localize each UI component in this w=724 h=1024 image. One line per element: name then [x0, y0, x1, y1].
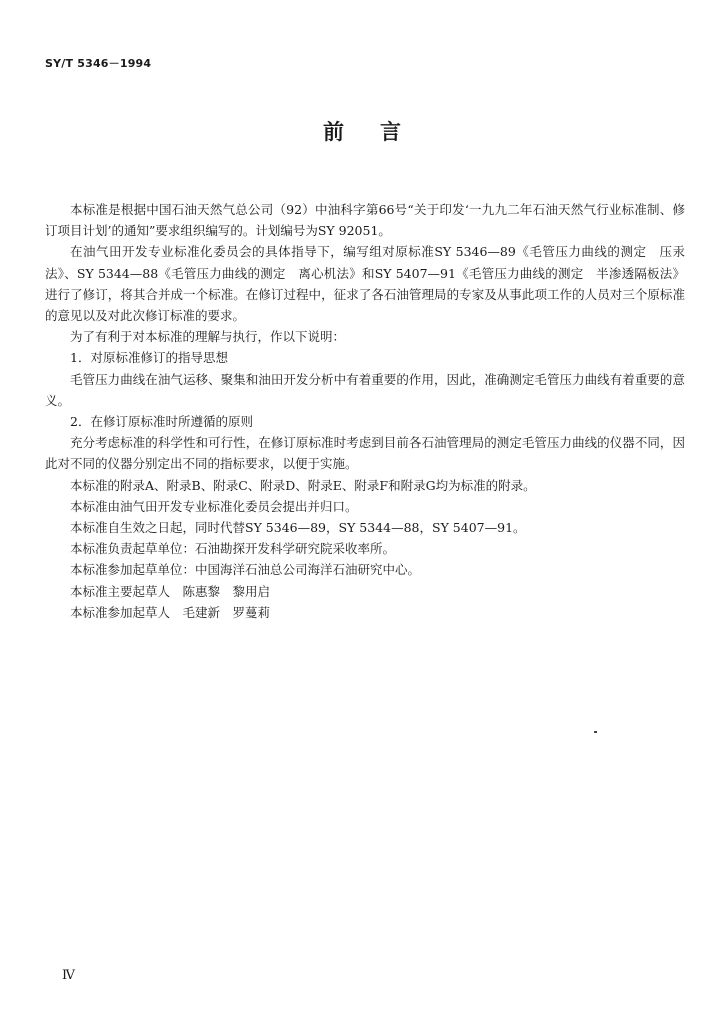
page-title: 前言	[323, 120, 437, 144]
paragraph-revision: 在油气田开发专业标准化委员会的具体指导下，编写组对原标准SY 5346—89《毛管压力曲线的测定 压汞法》、SY 5344—88《毛管压力曲线的测定 离心机法》和SY 5407—91《毛管压力曲线的测定 半渗透隔板法》进行了修订，将其合并成一个标准。在修订过程中，征求了各石油管理局的专家及从事此项工作的人员对三个原标准的意见以及对此次修订标准的要求。	[45, 244, 685, 324]
page-number: Ⅳ	[62, 968, 75, 983]
appendix-statement: 本标准的附录A、附录B、附录C、附录D、附录E、附录F和附录G均为标准的附录。	[70, 477, 536, 493]
scan-speck	[594, 731, 597, 733]
main-drafters: 本标准主要起草人 陈惠黎 黎用启	[70, 583, 271, 599]
paragraph-explanation-intro: 为了有利于对本标准的理解与执行，作以下说明：	[70, 329, 346, 345]
item-2-title: 2．在修订原标准时所遵循的原则	[70, 414, 253, 430]
standard-code-header: SY/T 5346－1994	[45, 57, 152, 70]
participating-drafters: 本标准参加起草人 毛建新 罗蔓莉	[70, 604, 271, 620]
item-1-title: 1．对原标准修订的指导思想	[70, 350, 228, 366]
paragraph-origin: 本标准是根据中国石油天然气总公司（92）中油科字第66号“关于印发‘一九九二年石油天然气行业标准制、修订项目计划’的通知”要求组织编写的。计划编号为SY 92051。	[45, 202, 685, 239]
effective-statement: 本标准自生效之日起，同时代替SY 5346—89，SY 5344—88，SY 5407—91。	[70, 520, 526, 536]
proposer-statement: 本标准由油气田开发专业标准化委员会提出并归口。	[70, 498, 358, 514]
item-1-body: 毛管压力曲线在油气运移、聚集和油田开发分析中有着重要的作用，因此，准确测定毛管压力曲线有着重要的意义。	[45, 371, 685, 408]
participating-unit: 本标准参加起草单位：中国海洋石油总公司海洋石油研究中心。	[70, 562, 421, 578]
responsible-unit: 本标准负责起草单位：石油勘探开发科学研究院采收率所。	[70, 541, 396, 557]
item-2-body: 充分考虑标准的科学性和可行性，在修订原标准时考虑到目前各石油管理局的测定毛管压力曲线的仪器不同，因此对不同的仪器分别定出不同的指标要求，以便于实施。	[45, 435, 685, 472]
preface-body	[45, 199, 685, 623]
